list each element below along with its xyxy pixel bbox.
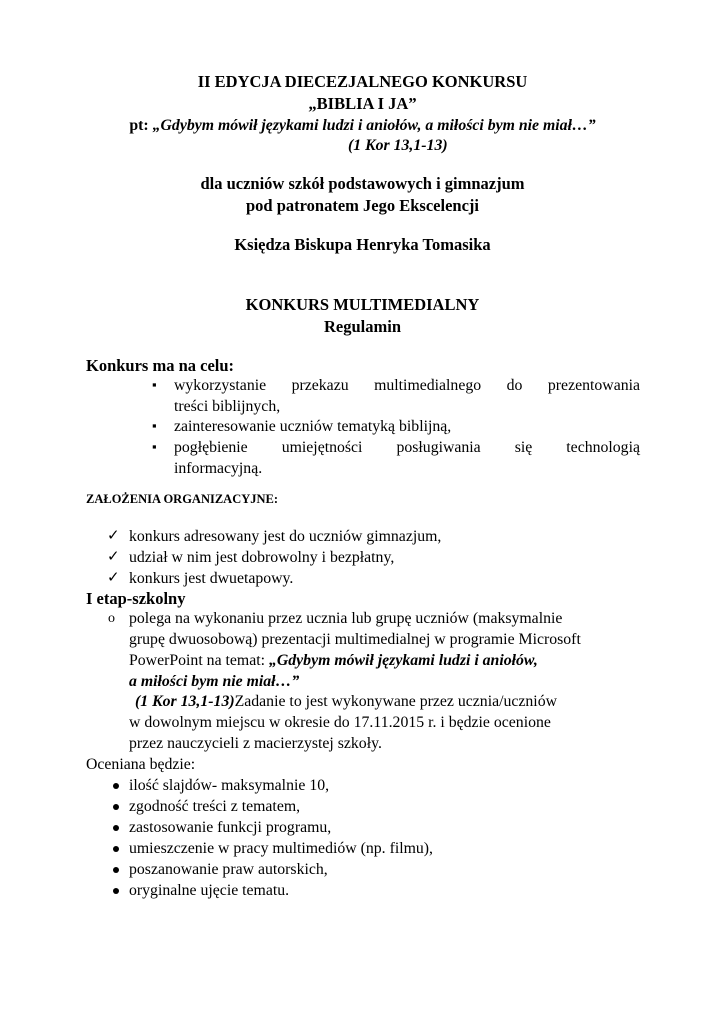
header-prefix: pt: [129,117,153,134]
goal-item-1-line-1: wykorzystanie przekazu multimedialnego do prezentowania [174,377,640,394]
filled-dot-icon [113,825,119,831]
eval-item-5: poszanowanie praw autorskich, [129,861,328,878]
check-mark-icon: ✓ [107,528,120,544]
stage1-topic-quote-1: „Gdybym mówił językami ludzi i aniołów, [268,652,538,669]
header-citation: (1 Kor 13,1-13) [348,137,448,154]
goal-item-2: zainteresowanie uczniów tematyką biblijną, [174,418,452,435]
filled-dot-icon [113,783,119,789]
eval-item-1: ilość slajdów- maksymalnie 10, [129,777,330,794]
stage1-line-1: polega na wykonaniu przez ucznia lub grupę uczniów (maksymalnie [129,610,563,627]
stage1-task: Zadanie to jest wykonywane przez ucznia/uczniów [234,693,557,710]
eval-item-3: zastosowanie funkcji programu, [129,819,332,836]
eval-item-4: umieszczenie w pracy multimediów (np. filmu), [129,840,433,857]
goal-item-1-line-2: treści biblijnych, [174,398,281,415]
goal-item-3-line-1: pogłębienie umiejętności posługiwania się technologią [174,439,640,456]
header-line-1: II EDYCJA DIECEZJALNEGO KONKURSU [197,72,528,91]
goals-heading: Konkurs ma na celu: [86,356,235,375]
eval-item-2: zgodność treści z tematem, [129,798,301,815]
header-line-3 [0,116,725,136]
stage1-line-2: grupę dwuosobową) prezentacji multimedialnej w programie Microsoft [129,631,581,648]
stage1-topic-intro: PowerPoint na temat: [129,652,269,669]
goal-item-3-line-2: informacyjną. [174,460,263,477]
evaluation-heading: Oceniana będzie: [86,756,196,773]
stage1-citation: (1 Kor 13,1-13) [135,693,235,710]
filled-dot-icon [113,888,119,894]
org-item-2: udział w nim jest dobrowolny i bezpłatny, [129,549,395,566]
filled-dot-icon [113,846,119,852]
stage1-line-6: w dowolnym miejscu w okresie do 17.11.2015 r. i będzie ocenione [129,714,551,731]
stage1-line-5 [135,692,557,712]
hollow-circle-icon: o [108,611,115,626]
eval-item-6: oryginalne ujęcie tematu. [129,882,290,899]
header-patronage: pod patronatem Jego Ekscelencji [246,196,479,215]
square-bullet-icon: ▪ [152,418,157,433]
check-mark-icon: ✓ [107,570,120,586]
stage1-topic-quote-2: a miłości bym nie miał…” [129,673,300,690]
filled-dot-icon [113,804,119,810]
page-subtitle: Regulamin [323,317,401,336]
page-title: KONKURS MULTIMEDIALNY [245,295,480,314]
stage1-heading: I etap-szkolny [86,589,186,608]
square-bullet-icon: ▪ [152,439,157,454]
org-item-1: konkurs adresowany jest do uczniów gimnazjum, [129,528,442,545]
filled-dot-icon [113,867,119,873]
square-bullet-icon: ▪ [152,377,157,392]
stage1-line-7: przez nauczycieli z macierzystej szkoły. [129,735,382,752]
header-quote: „Gdybym mówił językami ludzi i aniołów, a miłości bym nie miał…” [152,117,596,134]
header-line-2: „BIBLIA I JA” [308,94,417,113]
header-audience: dla uczniów szkół podstawowych i gimnazjum [200,174,525,193]
stage1-line-3 [129,651,538,671]
org-item-3: konkurs jest dwuetapowy. [129,570,294,587]
header-bishop: Księdza Biskupa Henryka Tomasika [234,235,491,254]
check-mark-icon: ✓ [107,549,120,565]
organization-heading: ZAŁOŻENIA ORGANIZACYJNE: [86,492,279,506]
